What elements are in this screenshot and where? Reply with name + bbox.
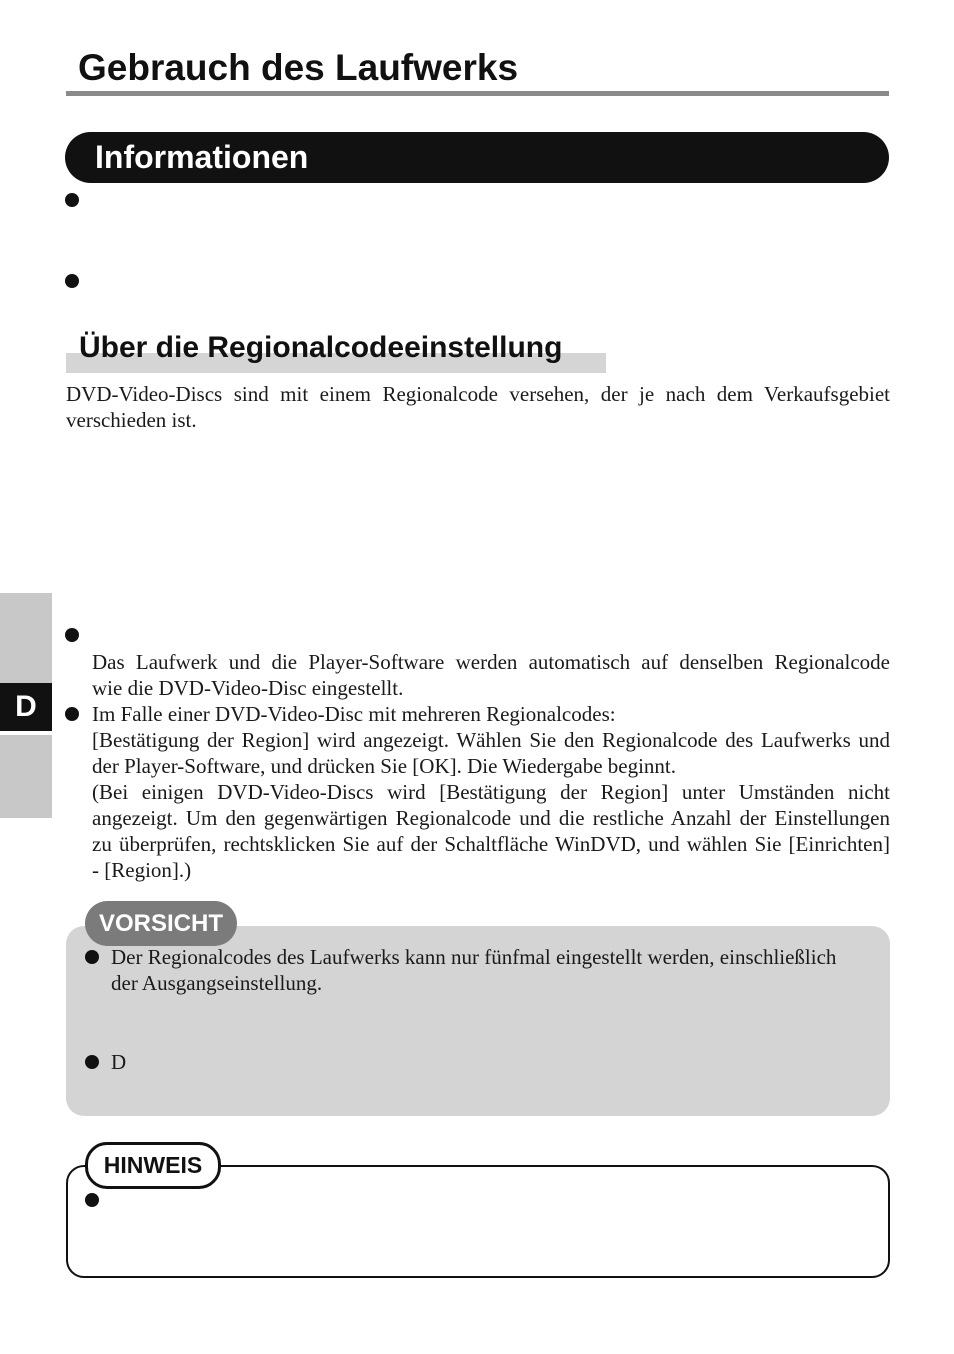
auto-set-line: Das Laufwerk und die Player-Software werden automatisch auf denselben Regionalcode [92,650,890,674]
multi-region-line: (Bei einigen DVD-Video-Discs wird [Bestätigung der Region] unter Umständen nicht [92,780,890,804]
hint-label: HINWEIS [85,1142,221,1189]
title-rule [66,91,889,96]
caution-item-2: D [111,1050,127,1074]
bullet-icon [65,274,79,288]
caution-item-1 [111,944,871,996]
caution-line: Der Regionalcodes des Laufwerks kann nur fünfmal eingestellt werden, einschließlich [111,945,837,969]
multi-region-line: zu überprüfen, rechtsklicken Sie auf der Schaltfläche WinDVD, und wählen Sie [Einrichten] [92,832,890,856]
side-tab-upper [0,593,52,683]
multi-region-line: - [Region].) [92,858,192,882]
side-tab-lower [0,735,52,818]
bullet-icon [85,1193,99,1207]
multi-region-line: [Bestätigung der Region] wird angezeigt. Wählen Sie den Regionalcode des Laufwerks und [92,728,890,752]
auto-set-line: wie die DVD-Video-Disc eingestellt. [92,676,404,700]
bullet-icon [85,950,99,964]
multi-region-line: angezeigt. Um den gegenwärtigen Regionalcode und die restliche Anzahl der Einstellungen [92,806,890,830]
section-header-bar [65,132,889,183]
auto-set-paragraph [92,649,890,701]
intro-line: DVD-Video-Discs sind mit einem Regionalcode versehen, der je nach dem Verkaufsgebiet [66,382,890,406]
caution-line: der Ausgangseinstellung. [111,971,323,995]
multi-region-line: Im Falle einer DVD-Video-Disc mit mehreren Regionalcodes: [92,702,616,726]
bullet-icon [65,193,79,207]
bullet-icon [85,1055,99,1069]
bullet-icon [65,628,79,642]
intro-line: verschieden ist. [66,408,197,432]
side-tab-letter: D [0,683,52,731]
multi-region-paragraph [92,701,890,883]
caution-label: VORSICHT [85,901,237,946]
intro-paragraph [66,381,890,433]
multi-region-line: der Player-Software, und drücken Sie [OK]. Die Wiedergabe beginnt. [92,754,677,778]
bullet-icon [65,707,79,721]
section-title: Informationen [95,139,309,175]
subsection-title: Über die Regionalcodeeinstellung [79,331,563,364]
page-title: Gebrauch des Laufwerks [78,47,519,88]
